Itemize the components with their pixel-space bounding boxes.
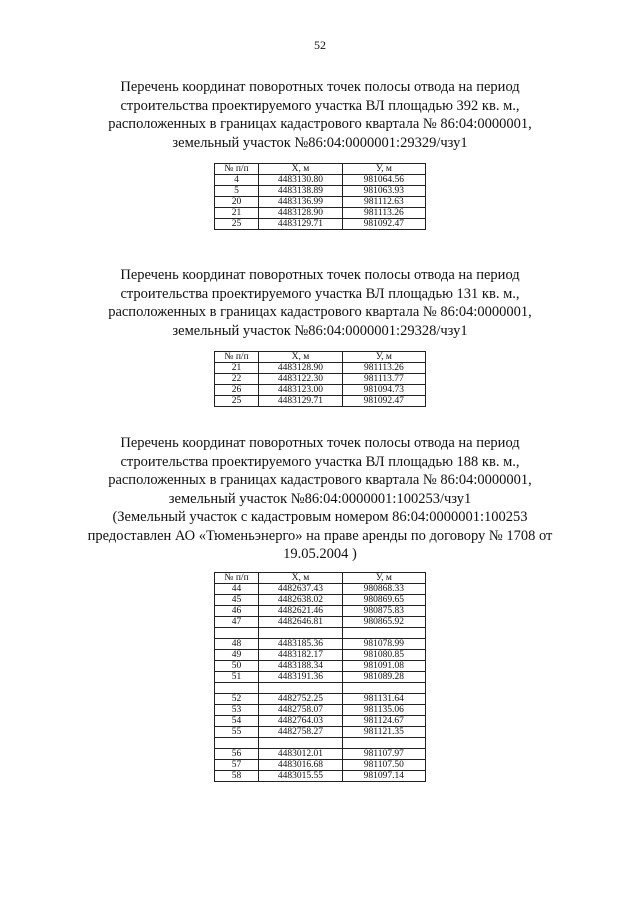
coordinates-table [214, 572, 426, 782]
cell-y: 981092.47 [342, 219, 425, 230]
table-row [215, 363, 426, 374]
cell-y: 981107.50 [342, 759, 425, 770]
table-row [215, 759, 426, 770]
cell-number: 53 [215, 704, 259, 715]
cell-number: 25 [215, 396, 259, 407]
empty-cell [342, 737, 425, 748]
column-header-number: № п/п [215, 572, 259, 583]
cell-x: 4482764.03 [259, 715, 343, 726]
cell-y: 981113.77 [342, 374, 425, 385]
heading-line: земельный участок №86:04:0000001:29328/чзу1 [172, 322, 468, 339]
heading-line: земельный участок №86:04:0000001:29329/чзу1 [172, 134, 468, 151]
cell-x: 4483182.17 [259, 649, 343, 660]
empty-cell [342, 627, 425, 638]
cell-x: 4483129.71 [259, 396, 343, 407]
table-separator-row [215, 737, 426, 748]
cell-x: 4483188.34 [259, 660, 343, 671]
cell-number: 47 [215, 616, 259, 627]
cell-number: 22 [215, 374, 259, 385]
cell-y: 981080.85 [342, 649, 425, 660]
section-heading [40, 434, 600, 564]
cell-number: 48 [215, 638, 259, 649]
cell-number: 20 [215, 197, 259, 208]
cell-x: 4482638.02 [259, 594, 343, 605]
cell-x: 4482646.81 [259, 616, 343, 627]
heading-line: 19.05.2004 ) [283, 546, 357, 562]
cell-x: 4482758.27 [259, 726, 343, 737]
table-row [215, 726, 426, 737]
heading-line: расположенных в границах кадастрового квартала № 86:04:0000001, [108, 116, 532, 132]
cell-number: 45 [215, 594, 259, 605]
cell-number: 55 [215, 726, 259, 737]
coordinates-section-3 [0, 434, 640, 782]
cell-x: 4483138.89 [259, 186, 343, 197]
empty-cell [259, 627, 343, 638]
page-number: 52 [314, 38, 326, 52]
column-header-y: У, м [342, 572, 425, 583]
cell-number: 49 [215, 649, 259, 660]
cell-x: 4483191.36 [259, 671, 343, 682]
heading-line: строительства проектируемого участка ВЛ площадью 131 кв. м., [120, 285, 520, 302]
cell-x: 4483012.01 [259, 748, 343, 759]
cell-x: 4483128.90 [259, 363, 343, 374]
cell-number: 58 [215, 770, 259, 781]
cell-y: 980868.33 [342, 583, 425, 594]
column-header-x: X, м [259, 164, 343, 175]
table-header-row [215, 572, 426, 583]
cell-number: 51 [215, 671, 259, 682]
table-row [215, 748, 426, 759]
cell-y: 980875.83 [342, 605, 425, 616]
column-header-y: У, м [342, 164, 425, 175]
table-row [215, 715, 426, 726]
cell-y: 981089.28 [342, 671, 425, 682]
cell-x: 4483122.30 [259, 374, 343, 385]
heading-line: расположенных в границах кадастрового квартала № 86:04:0000001, [108, 304, 532, 320]
table-row [215, 770, 426, 781]
table-row [215, 385, 426, 396]
cell-y: 981113.26 [342, 363, 425, 374]
table-row [215, 649, 426, 660]
cell-x: 4483015.55 [259, 770, 343, 781]
cell-number: 21 [215, 363, 259, 374]
cell-y: 981094.73 [342, 385, 425, 396]
coordinates-section-2 [0, 266, 640, 407]
cell-number: 50 [215, 660, 259, 671]
heading-line: предоставлен АО «Тюменьэнерго» на праве аренды по договору № 1708 от [87, 527, 553, 544]
cell-x: 4483130.80 [259, 175, 343, 186]
table-row [215, 671, 426, 682]
coordinates-table [214, 163, 426, 230]
cell-y: 981135.06 [342, 704, 425, 715]
heading-line: расположенных в границах кадастрового квартала № 86:04:0000001, [108, 472, 532, 488]
cell-x: 4482758.07 [259, 704, 343, 715]
cell-number: 52 [215, 693, 259, 704]
table-header-row [215, 352, 426, 363]
cell-x: 4483136.99 [259, 197, 343, 208]
table-row [215, 197, 426, 208]
column-header-x: X, м [259, 352, 343, 363]
table-separator-row [215, 627, 426, 638]
cell-number: 57 [215, 759, 259, 770]
table-separator-row [215, 682, 426, 693]
cell-x: 4483129.71 [259, 219, 343, 230]
empty-cell [342, 682, 425, 693]
coordinates-section-1 [0, 78, 640, 230]
cell-number: 46 [215, 605, 259, 616]
table-row [215, 605, 426, 616]
table-row [215, 186, 426, 197]
cell-x: 4483123.00 [259, 385, 343, 396]
table-row [215, 616, 426, 627]
cell-number: 21 [215, 208, 259, 219]
table-row [215, 594, 426, 605]
cell-number: 26 [215, 385, 259, 396]
heading-line: Перечень координат поворотных точек полосы отвода на период [120, 267, 520, 283]
table-row [215, 583, 426, 594]
column-header-number: № п/п [215, 164, 259, 175]
table-row [215, 693, 426, 704]
cell-y: 981131.64 [342, 693, 425, 704]
cell-number: 56 [215, 748, 259, 759]
cell-x: 4483128.90 [259, 208, 343, 219]
table-row [215, 175, 426, 186]
empty-cell [259, 737, 343, 748]
heading-line: земельный участок №86:04:0000001:100253/чзу1 [168, 490, 472, 507]
empty-cell [215, 682, 259, 693]
table-row [215, 638, 426, 649]
coordinates-table [214, 351, 426, 407]
cell-y: 981078.99 [342, 638, 425, 649]
section-heading [40, 266, 600, 340]
cell-y: 981107.97 [342, 748, 425, 759]
column-header-number: № п/п [215, 352, 259, 363]
cell-y: 981092.47 [342, 396, 425, 407]
section-heading [40, 78, 600, 152]
cell-y: 981113.26 [342, 208, 425, 219]
cell-number: 4 [215, 175, 259, 186]
table-row [215, 219, 426, 230]
heading-line: Перечень координат поворотных точек полосы отвода на период [120, 79, 520, 95]
cell-x: 4482752.25 [259, 693, 343, 704]
cell-x: 4483016.68 [259, 759, 343, 770]
heading-line: строительства проектируемого участка ВЛ площадью 392 кв. м., [120, 97, 520, 114]
table-header-row [215, 164, 426, 175]
cell-y: 980869.65 [342, 594, 425, 605]
cell-number: 25 [215, 219, 259, 230]
cell-y: 981064.56 [342, 175, 425, 186]
heading-line: Перечень координат поворотных точек полосы отвода на период [120, 435, 520, 451]
empty-cell [259, 682, 343, 693]
cell-y: 981097.14 [342, 770, 425, 781]
cell-number: 5 [215, 186, 259, 197]
cell-number: 54 [215, 715, 259, 726]
cell-y: 981112.63 [342, 197, 425, 208]
table-row [215, 704, 426, 715]
cell-x: 4482621.46 [259, 605, 343, 616]
cell-y: 981091.08 [342, 660, 425, 671]
heading-line: строительства проектируемого участка ВЛ площадью 188 кв. м., [120, 453, 520, 470]
cell-y: 980865.92 [342, 616, 425, 627]
column-header-x: X, м [259, 572, 343, 583]
table-row [215, 374, 426, 385]
table-row [215, 660, 426, 671]
empty-cell [215, 627, 259, 638]
table-row [215, 396, 426, 407]
cell-x: 4483185.36 [259, 638, 343, 649]
cell-y: 981063.93 [342, 186, 425, 197]
column-header-y: У, м [342, 352, 425, 363]
cell-y: 981121.35 [342, 726, 425, 737]
cell-y: 981124.67 [342, 715, 425, 726]
cell-number: 44 [215, 583, 259, 594]
heading-line: (Земельный участок с кадастровым номером 86:04:0000001:100253 [112, 509, 528, 525]
table-row [215, 208, 426, 219]
empty-cell [215, 737, 259, 748]
cell-x: 4482637.43 [259, 583, 343, 594]
